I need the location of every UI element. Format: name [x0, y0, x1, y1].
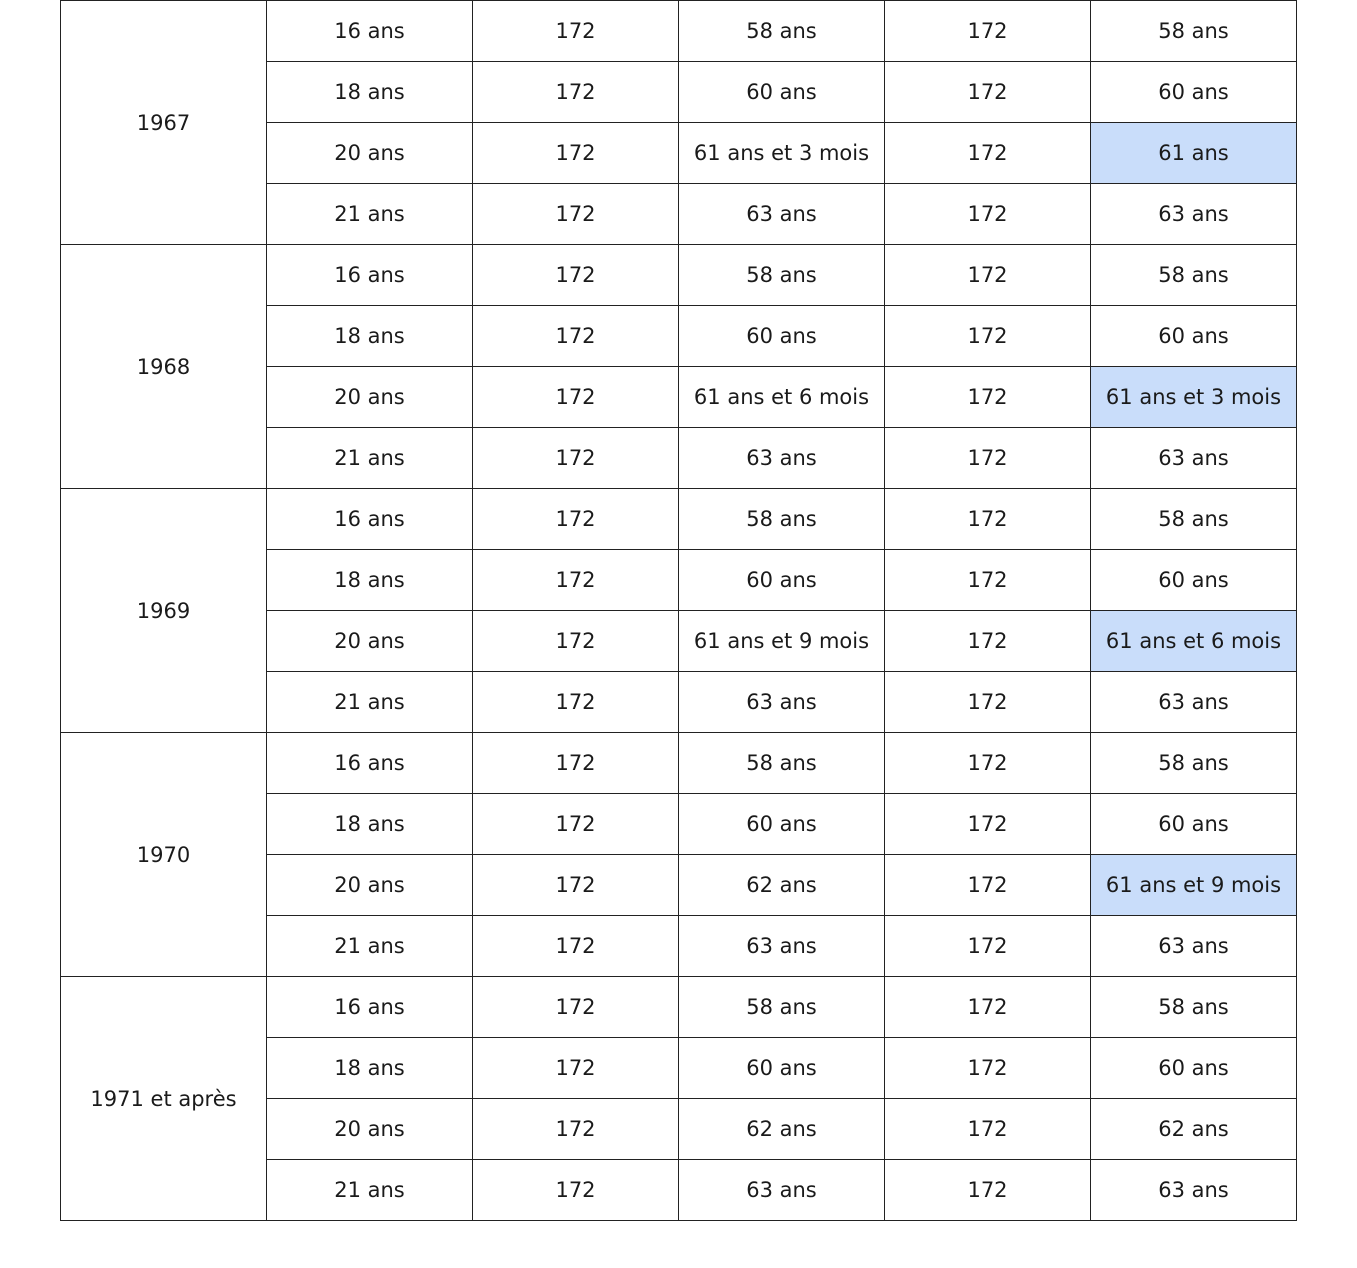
birth-year-cell: 1968 [61, 245, 267, 489]
age-new-cell: 60 ans [1091, 306, 1297, 367]
quarters-cell: 172 [473, 489, 679, 550]
quarters-cell: 172 [473, 916, 679, 977]
quarters-cell: 172 [473, 1099, 679, 1160]
quarters-new-cell: 172 [885, 550, 1091, 611]
age-cell: 60 ans [679, 794, 885, 855]
quarters-cell: 172 [473, 62, 679, 123]
quarters-new-cell: 172 [885, 1038, 1091, 1099]
age-cell: 62 ans [679, 1099, 885, 1160]
birth-year-cell: 1969 [61, 489, 267, 733]
age-new-cell: 58 ans [1091, 489, 1297, 550]
age-cell: 63 ans [679, 428, 885, 489]
quarters-new-cell: 172 [885, 306, 1091, 367]
start-age-cell: 18 ans [267, 306, 473, 367]
quarters-new-cell: 172 [885, 1099, 1091, 1160]
age-new-cell: 60 ans [1091, 62, 1297, 123]
quarters-cell: 172 [473, 611, 679, 672]
birth-year-cell: 1967 [61, 1, 267, 245]
table-row [61, 977, 1297, 1038]
start-age-cell: 20 ans [267, 855, 473, 916]
age-new-cell: 60 ans [1091, 1038, 1297, 1099]
age-cell: 63 ans [679, 1160, 885, 1221]
age-cell: 60 ans [679, 1038, 885, 1099]
age-cell: 60 ans [679, 62, 885, 123]
age-cell: 58 ans [679, 489, 885, 550]
quarters-cell: 172 [473, 306, 679, 367]
quarters-cell: 172 [473, 1160, 679, 1221]
age-cell: 58 ans [679, 245, 885, 306]
quarters-cell: 172 [473, 428, 679, 489]
start-age-cell: 21 ans [267, 916, 473, 977]
age-cell: 62 ans [679, 855, 885, 916]
quarters-cell: 172 [473, 733, 679, 794]
start-age-cell: 20 ans [267, 611, 473, 672]
quarters-new-cell: 172 [885, 733, 1091, 794]
quarters-cell: 172 [473, 550, 679, 611]
quarters-new-cell: 172 [885, 428, 1091, 489]
start-age-cell: 21 ans [267, 672, 473, 733]
birth-year-cell: 1970 [61, 733, 267, 977]
table-body [61, 1, 1297, 1221]
quarters-new-cell: 172 [885, 794, 1091, 855]
quarters-cell: 172 [473, 245, 679, 306]
start-age-cell: 21 ans [267, 184, 473, 245]
age-new-cell: 60 ans [1091, 550, 1297, 611]
quarters-cell: 172 [473, 123, 679, 184]
quarters-new-cell: 172 [885, 123, 1091, 184]
start-age-cell: 18 ans [267, 62, 473, 123]
table-row [61, 489, 1297, 550]
start-age-cell: 18 ans [267, 794, 473, 855]
age-new-cell: 63 ans [1091, 672, 1297, 733]
quarters-new-cell: 172 [885, 916, 1091, 977]
start-age-cell: 21 ans [267, 428, 473, 489]
start-age-cell: 21 ans [267, 1160, 473, 1221]
quarters-cell: 172 [473, 184, 679, 245]
quarters-cell: 172 [473, 794, 679, 855]
age-new-cell: 58 ans [1091, 733, 1297, 794]
age-new-cell: 58 ans [1091, 1, 1297, 62]
age-cell: 63 ans [679, 184, 885, 245]
age-cell: 63 ans [679, 672, 885, 733]
age-new-cell: 63 ans [1091, 428, 1297, 489]
age-cell: 58 ans [679, 733, 885, 794]
age-cell: 63 ans [679, 916, 885, 977]
age-cell: 58 ans [679, 1, 885, 62]
table-row [61, 245, 1297, 306]
start-age-cell: 16 ans [267, 977, 473, 1038]
age-cell: 61 ans et 6 mois [679, 367, 885, 428]
age-new-cell: 61 ans [1091, 123, 1297, 184]
quarters-new-cell: 172 [885, 62, 1091, 123]
table-row [61, 733, 1297, 794]
age-cell: 58 ans [679, 977, 885, 1038]
quarters-new-cell: 172 [885, 367, 1091, 428]
quarters-new-cell: 172 [885, 245, 1091, 306]
quarters-new-cell: 172 [885, 672, 1091, 733]
start-age-cell: 16 ans [267, 733, 473, 794]
age-new-cell: 63 ans [1091, 184, 1297, 245]
quarters-new-cell: 172 [885, 1, 1091, 62]
quarters-new-cell: 172 [885, 977, 1091, 1038]
quarters-cell: 172 [473, 1038, 679, 1099]
age-new-cell: 62 ans [1091, 1099, 1297, 1160]
age-cell: 61 ans et 9 mois [679, 611, 885, 672]
start-age-cell: 18 ans [267, 1038, 473, 1099]
start-age-cell: 16 ans [267, 1, 473, 62]
quarters-new-cell: 172 [885, 489, 1091, 550]
age-cell: 61 ans et 3 mois [679, 123, 885, 184]
start-age-cell: 20 ans [267, 123, 473, 184]
age-new-cell: 60 ans [1091, 794, 1297, 855]
age-new-cell: 58 ans [1091, 245, 1297, 306]
start-age-cell: 20 ans [267, 367, 473, 428]
quarters-cell: 172 [473, 1, 679, 62]
start-age-cell: 16 ans [267, 489, 473, 550]
start-age-cell: 16 ans [267, 245, 473, 306]
table-row [61, 1, 1297, 62]
quarters-cell: 172 [473, 855, 679, 916]
quarters-new-cell: 172 [885, 611, 1091, 672]
quarters-cell: 172 [473, 672, 679, 733]
quarters-cell: 172 [473, 367, 679, 428]
age-new-cell: 63 ans [1091, 1160, 1297, 1221]
quarters-cell: 172 [473, 977, 679, 1038]
age-cell: 60 ans [679, 550, 885, 611]
birth-year-cell: 1971 et après [61, 977, 267, 1221]
start-age-cell: 18 ans [267, 550, 473, 611]
age-new-cell: 58 ans [1091, 977, 1297, 1038]
start-age-cell: 20 ans [267, 1099, 473, 1160]
retirement-age-table [60, 0, 1297, 1221]
quarters-new-cell: 172 [885, 184, 1091, 245]
age-new-cell: 61 ans et 9 mois [1091, 855, 1297, 916]
quarters-new-cell: 172 [885, 1160, 1091, 1221]
age-new-cell: 61 ans et 6 mois [1091, 611, 1297, 672]
age-new-cell: 63 ans [1091, 916, 1297, 977]
age-new-cell: 61 ans et 3 mois [1091, 367, 1297, 428]
age-cell: 60 ans [679, 306, 885, 367]
quarters-new-cell: 172 [885, 855, 1091, 916]
